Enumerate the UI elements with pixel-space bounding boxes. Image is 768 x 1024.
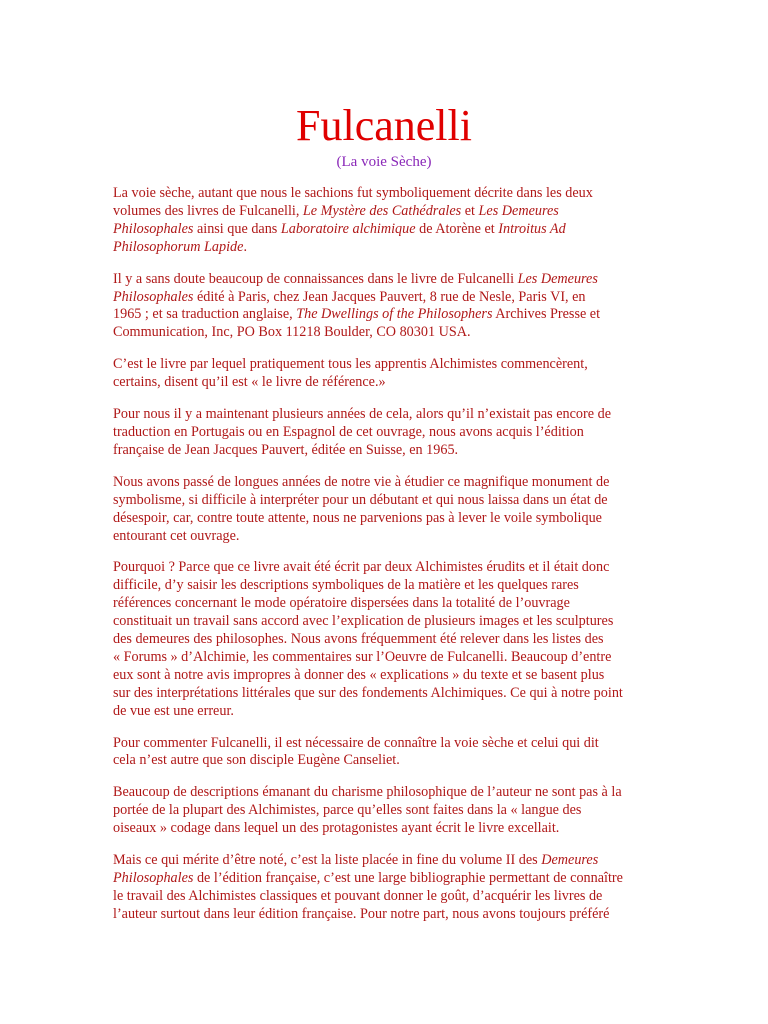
- text-segment: eux sont à notre avis impropres à donner des « explications » du texte et se basent plus: [113, 666, 605, 683]
- text-segment: et: [461, 202, 479, 219]
- paragraph: [113, 852, 658, 924]
- text-segment: l’auteur surtout dans leur édition française. Pour notre part, nous avons toujours préféré: [113, 905, 610, 922]
- text-segment: traduction en Portugais ou en Espagnol de cet ouvrage, nous avons acquis l’édition: [113, 423, 584, 440]
- text-line: [113, 906, 658, 924]
- text-line: [113, 613, 658, 631]
- text-line: [113, 559, 658, 577]
- page-subtitle: (La voie Sèche): [336, 154, 432, 170]
- text-line: [113, 221, 658, 239]
- text-line: [113, 888, 658, 906]
- text-line: [113, 492, 658, 510]
- italic-title-text: The Dwellings of the Philosophers: [296, 306, 493, 323]
- italic-title-text: Les Demeures: [517, 270, 598, 287]
- paragraph: [113, 735, 658, 771]
- text-segment: Archives Presse et: [492, 306, 601, 323]
- text-line: [113, 406, 658, 424]
- text-segment: portée de la plupart des Alchimistes, parce qu’elles sont faites dans la « langue des: [113, 802, 582, 819]
- text-line: [113, 577, 658, 595]
- text-segment: constituait un travail sans accord avec l’explication de plusieurs images et les sculptures: [113, 613, 614, 630]
- italic-title-text: Philosophales: [113, 870, 194, 886]
- text-line: [113, 324, 658, 342]
- text-segment: Pourquoi ? Parce que ce livre avait été écrit par deux Alchimistes érudits et il était donc: [113, 559, 610, 576]
- italic-title-text: Philosophales: [113, 288, 194, 305]
- text-segment: de l’édition française, c’est une large bibliographie permettant de connaître: [193, 870, 623, 886]
- text-line: [113, 752, 658, 770]
- text-line: [113, 356, 658, 374]
- paragraph: [113, 559, 658, 720]
- text-segment: désespoir, car, contre toute attente, nous ne parvenions pas à lever le voile symbolique: [113, 509, 602, 526]
- italic-title-text: Philosophorum Lapide: [113, 238, 244, 255]
- text-segment: 1965 ; et sa traduction anglaise,: [113, 306, 297, 323]
- text-segment: volumes des livres de Fulcanelli,: [113, 202, 303, 219]
- text-segment: française de Jean Jacques Pauvert, éditée en Suisse, en 1965.: [113, 441, 459, 458]
- italic-title-text: Introitus Ad: [498, 220, 566, 237]
- paragraph: [113, 784, 658, 838]
- text-line: [113, 424, 658, 442]
- paragraph: [113, 406, 658, 460]
- text-segment: des demeures des philosophes. Nous avons fréquemment été relever dans les listes des: [113, 631, 604, 648]
- text-segment: La voie sèche, autant que nous le sachions fut symboliquement décrite dans les deux: [113, 185, 593, 201]
- text-segment: cela n’est autre que son disciple Eugène Canseliet.: [113, 752, 400, 769]
- text-segment: difficile, d’y saisir les descriptions symboliques de la matière et les quelques rares: [113, 577, 579, 594]
- text-segment: de Atorène et: [415, 220, 499, 237]
- text-line: [113, 374, 658, 392]
- paragraph: [113, 474, 658, 546]
- text-line: [113, 685, 658, 703]
- text-line: [113, 735, 658, 753]
- text-segment: certains, disent qu’il est « le livre de référence.»: [113, 374, 386, 391]
- text-line: [113, 631, 658, 649]
- text-segment: Beaucoup de descriptions émanant du charisme philosophique de l’auteur ne sont pas à la: [113, 784, 622, 801]
- text-line: [113, 703, 658, 721]
- paragraph: [113, 271, 658, 343]
- text-line: [113, 271, 658, 289]
- page-title: Fulcanelli: [296, 101, 472, 150]
- text-segment: Pour nous il y a maintenant plusieurs années de cela, alors qu’il n’existait pas encore de: [113, 406, 611, 423]
- text-segment: références concernant le mode opératoire dispersées dans la totalité de l’ouvrage: [113, 595, 570, 612]
- text-line: [113, 442, 658, 460]
- text-line: [113, 667, 658, 685]
- text-line: [113, 870, 658, 888]
- paragraph: [113, 356, 658, 392]
- text-segment: ainsi que dans: [193, 220, 281, 237]
- text-line: [113, 289, 658, 307]
- text-segment: Mais ce qui mérite d’être noté, c’est la liste placée in fine du volume II des: [113, 852, 542, 869]
- text-line: [113, 784, 658, 802]
- text-line: [113, 820, 658, 838]
- text-segment: Nous avons passé de longues années de notre vie à étudier ce magnifique monument de: [113, 473, 610, 490]
- text-segment: entourant cet ouvrage.: [113, 527, 240, 544]
- text-line: [113, 802, 658, 820]
- text-segment: « Forums » d’Alchimie, les commentaires sur l’Oeuvre de Fulcanelli. Beaucoup d’entre: [113, 648, 612, 665]
- text-segment: .: [243, 238, 247, 255]
- text-line: [113, 649, 658, 667]
- text-line: [113, 306, 658, 324]
- text-line: [113, 239, 658, 257]
- italic-title-text: Le Mystère des Cathédrales: [302, 202, 462, 219]
- text-segment: le travail des Alchimistes classiques et pouvant donner le goût, d’acquérir les livres de: [113, 887, 603, 904]
- italic-title-text: Les Demeures: [478, 202, 559, 219]
- text-segment: Il y a sans doute beaucoup de connaissances dans le livre de Fulcanelli: [113, 270, 518, 287]
- text-line: [113, 528, 658, 546]
- text-segment: Pour commenter Fulcanelli, il est nécessaire de connaître la voie sèche et celui qui dit: [113, 734, 599, 751]
- document-body: [113, 185, 658, 938]
- text-line: [113, 510, 658, 528]
- text-segment: édité à Paris, chez Jean Jacques Pauvert, 8 rue de Nesle, Paris VI, en: [193, 288, 586, 305]
- text-segment: sur des interprétations littérales que sur des fondements Alchimiques. Ce qui à notre point: [113, 684, 623, 701]
- text-segment: symbolisme, si difficile à interpréter pour un débutant et qui nous laissa dans un état de: [113, 491, 608, 508]
- italic-title-text: Laboratoire alchimique: [280, 220, 416, 237]
- paragraph: [113, 185, 658, 257]
- text-segment: oiseaux » codage dans lequel un des protagonistes ayant écrit le livre excellait.: [113, 820, 560, 837]
- text-line: [113, 203, 658, 221]
- text-line: [113, 852, 658, 870]
- italic-title-text: Philosophales: [113, 220, 194, 237]
- text-segment: C’est le livre par lequel pratiquement tous les apprentis Alchimistes commencèrent,: [113, 356, 588, 373]
- text-line: [113, 185, 658, 203]
- italic-title-text: Demeures: [541, 852, 599, 869]
- text-segment: Communication, Inc, PO Box 11218 Boulder, CO 80301 USA.: [113, 324, 471, 341]
- text-line: [113, 595, 658, 613]
- text-line: [113, 474, 658, 492]
- text-segment: de vue est une erreur.: [113, 702, 234, 719]
